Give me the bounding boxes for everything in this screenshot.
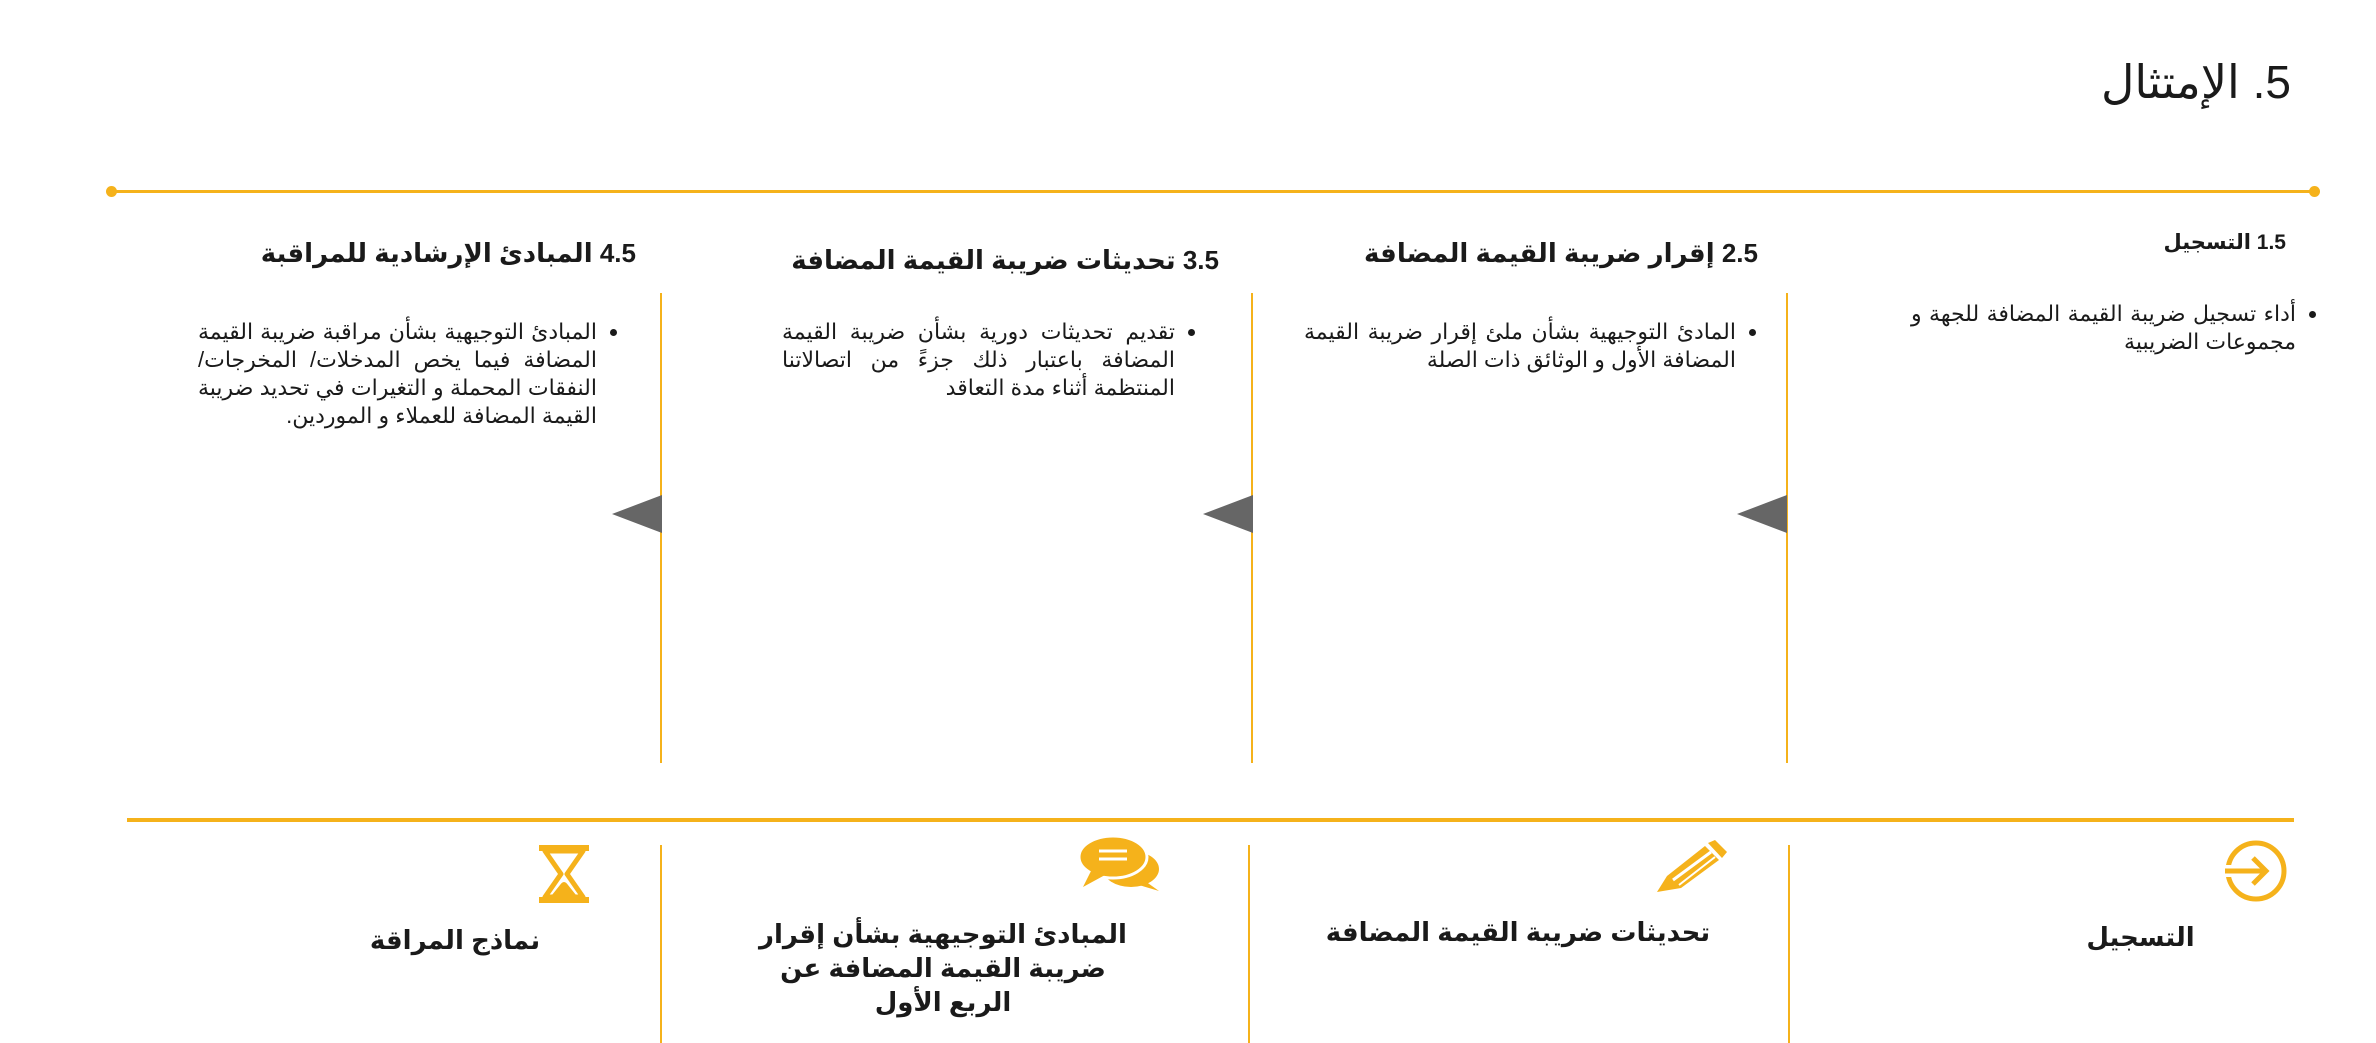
bottom-label-q1-guidelines: المبادئ التوجيهية بشأن إقرار ضريبة القيمة المضافة عن الربع الأول bbox=[759, 919, 1127, 1017]
page-title: 5. الإمتثال bbox=[2100, 56, 2291, 108]
hourglass-icon bbox=[537, 843, 591, 905]
bottom-label-registration: التسجيل bbox=[2086, 922, 2195, 952]
bottom-divider bbox=[1788, 845, 1790, 1043]
registration-bullets bbox=[1911, 300, 2324, 356]
sign-in-icon bbox=[2223, 838, 2289, 904]
bottom-divider bbox=[660, 845, 662, 1043]
arrow-icon bbox=[612, 495, 662, 533]
bottom-label-monitoring-templates: نماذج المراقة bbox=[369, 925, 541, 955]
list-item: • تقديم تحديثات دورية بشأن ضريبة القيمة المضافة باعتبار ذلك جزءً من اتصالاتنا المنتظمة أثناء مدة التعاقد bbox=[782, 318, 1175, 402]
arrow-icon bbox=[1737, 495, 1787, 533]
section-heading-monitoring: 4.5 المبادئ الإرشادية للمراقبة bbox=[260, 238, 636, 268]
timeline-end-dot bbox=[2309, 186, 2320, 197]
arrow-icon bbox=[1203, 495, 1253, 533]
pencil-icon bbox=[1653, 840, 1727, 896]
section-heading-registration: 1.5 التسجيل bbox=[2163, 231, 2286, 254]
monitoring-bullets bbox=[198, 318, 625, 430]
list-item: • المادئ التوجيهية بشأن ملئ إقرار ضريبة القيمة المضافة الأول و الوثائق ذات الصلة bbox=[1304, 318, 1736, 374]
bottom-divider bbox=[1248, 845, 1250, 1043]
timeline-line bbox=[112, 190, 2315, 193]
vat-return-bullets bbox=[1304, 318, 1764, 374]
chat-icon bbox=[1079, 835, 1161, 893]
list-item: • المبادئ التوجيهية بشأن مراقبة ضريبة القيمة المضافة فيما يخص المدخلات/ المخرجات/ النفقات المحملة و التغيرات في تحديد ضريبة القيمة المضافة للعملاء و الموردين. bbox=[198, 318, 597, 430]
bottom-band-line bbox=[127, 818, 2294, 822]
bottom-label-vat-updates: تحديثات ضريبة القيمة المضافة bbox=[1325, 917, 1711, 947]
section-heading-vat-return: 2.5 إقرار ضريبة القيمة المضافة bbox=[1364, 238, 1758, 268]
list-item: • أداء تسجيل ضريبة القيمة المضافة للجهة و مجموعات الضريبية bbox=[1911, 300, 2296, 356]
section-heading-vat-updates: 3.5 تحديثات ضريبة القيمة المضافة bbox=[791, 245, 1219, 275]
vat-updates-bullets bbox=[782, 318, 1203, 402]
